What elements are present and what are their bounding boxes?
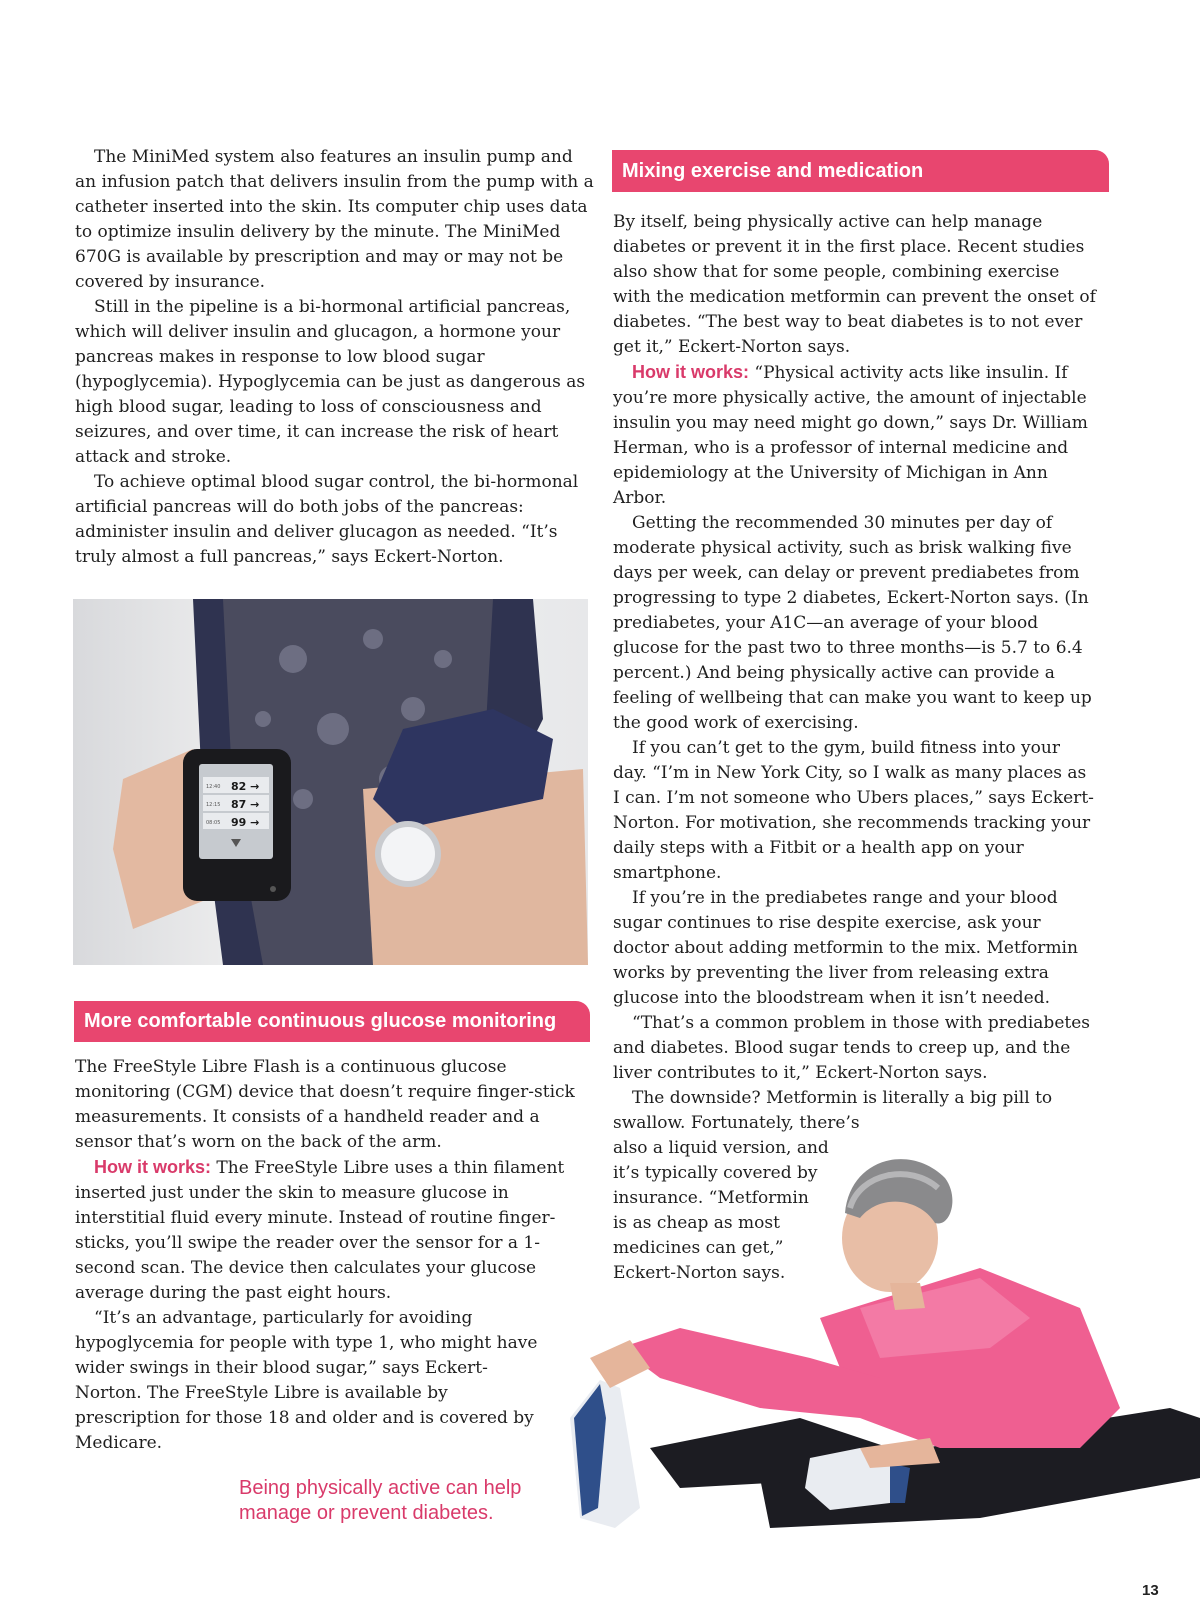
- body-paragraph: The FreeStyle Libre Flash is a continuous glucose monitoring (CGM) device that doesn’t require finger-stick measurements. It consists of a handheld reader and a sensor that’s worn on the back of the arm.: [75, 1057, 575, 1152]
- body-paragraph: Getting the recommended 30 minutes per day of moderate physical activity, such as brisk walking five days per week, can delay or prevent prediabetes from progressing to type 2 diabetes, Eckert-Norton says. (In prediabetes, your A1C—an average of your blood glucose for the past two to three months—is 5.7 to 6.4 percent.) And being physically active can provide a feeling of wellbeing that can make you want to keep up the good work of exercising.: [613, 513, 1092, 733]
- how-it-works-paragraph: [75, 1155, 595, 1306]
- how-it-works-paragraph: [613, 360, 1098, 511]
- final-paragraph: [613, 1086, 1098, 1286]
- cgm-time-label: 12:40: [206, 784, 221, 790]
- text-line: also a liquid version, and: [613, 1138, 829, 1158]
- text-line: it’s typically covered by: [613, 1163, 818, 1183]
- text-line: Eckert-Norton says.: [613, 1263, 786, 1283]
- cgm-photo-illustration: [73, 599, 588, 965]
- cgm-section-heading: [74, 1001, 590, 1042]
- body-paragraph: By itself, being physically active can help manage diabetes or prevent it in the first place. Recent studies also show that for some people, combining exercise with the medication metformin can prevent the onset of diabetes. “The best way to beat diabetes is to not ever get it,” Eckert-Norton says.: [613, 212, 1096, 357]
- exercise-section-heading: [612, 150, 1109, 192]
- cgm-section-text: [75, 1055, 595, 1456]
- cgm-time-label: 08:05: [206, 820, 221, 826]
- cgm-device-photo: [73, 599, 588, 965]
- body-paragraph: Still in the pipeline is a bi-hormonal artificial pancreas, which will deliver insulin and glucagon, a hormone your pancreas makes in response to low blood sugar (hypoglycemia). Hypoglycemia can be just as dangerous as high blood sugar, leading to loss of consciousness and seizures, and over time, it can increase the risk of heart attack and stroke.: [75, 297, 586, 467]
- body-paragraph: If you’re in the prediabetes range and your blood sugar continues to rise despite exercise, ask your doctor about adding metformin to the mix. Metformin works by preventing the liver from releasing extra glucose into the bloodstream when it isn’t needed.: [613, 888, 1078, 1008]
- cgm-time-label: 12:15: [206, 802, 221, 808]
- how-it-works-text: The FreeStyle Libre uses a thin filament inserted just under the skin to measure glucose in interstitial fluid every minute. Instead of routine finger-sticks, you’ll swipe the reader over the sensor for a 1-second scan. The device then calculates your glucose average during the past eight hours.: [75, 1158, 565, 1303]
- how-it-works-label: How it works:: [632, 362, 750, 382]
- page-number: 13: [1142, 1582, 1159, 1599]
- cgm-reading: 99 →: [231, 816, 260, 829]
- body-paragraph: The MiniMed system also features an insulin pump and an infusion patch that delivers insulin from the pump with a catheter inserted into the skin. Its computer chip uses data to optimize insulin delivery by the minute. The MiniMed 670G is available by prescription and may or may not be covered by insurance.: [75, 147, 594, 292]
- exercise-section-text: [613, 210, 1098, 1286]
- text-line: The downside? Metformin is literally a big pill to: [632, 1088, 1053, 1108]
- body-paragraph: “That’s a common problem in those with prediabetes and diabetes. Blood sugar tends to creep up, and the liver contributes to it,” Eckert-Norton says.: [613, 1013, 1090, 1083]
- text-line: is as cheap as most: [613, 1213, 780, 1233]
- text-line: medicines can get,”: [613, 1238, 784, 1258]
- how-it-works-text: “Physical activity acts like insulin. If you’re more physically active, the amount of injectable insulin you may need might go down,” says Dr. William Herman, who is a professor of internal medicine and epidemiology at the University of Michigan in Ann Arbor.: [613, 363, 1088, 508]
- pull-quote-caption: Being physically active can help manage or prevent diabetes.: [239, 1477, 522, 1524]
- text-line: swallow. Fortunately, there’s: [613, 1113, 860, 1133]
- body-paragraph: “It’s an advantage, particularly for avoiding hypoglycemia for people with type 1, who might have wider swings in their blood sugar,” says Eckert-Norton. The FreeStyle Libre is available by prescription for those 18 and older and is covered by Medicare.: [75, 1308, 538, 1453]
- cgm-section-heading-text: More comfortable continuous glucose monitoring: [84, 1010, 557, 1032]
- cgm-reading: 82 →: [231, 780, 260, 793]
- how-it-works-label: How it works:: [94, 1157, 212, 1177]
- cgm-reading: 87 →: [231, 798, 260, 811]
- left-column-text: [75, 145, 595, 570]
- exercise-section-heading-text: Mixing exercise and medication: [622, 159, 924, 182]
- body-paragraph: If you can’t get to the gym, build fitness into your day. “I’m in New York City, so I walk as many places as I can. I’m not someone who Ubers places,” says Eckert-Norton. For motivation, she recommends tracking your daily steps with a Fitbit or a health app on your smartphone.: [613, 738, 1094, 883]
- text-line: insurance. “Metformin: [613, 1188, 809, 1208]
- body-paragraph: To achieve optimal blood sugar control, the bi-hormonal artificial pancreas will do both jobs of the pancreas: administer insulin and deliver glucagon as needed. “It’s truly almost a full pancreas,” says Eckert-Norton.: [75, 472, 579, 567]
